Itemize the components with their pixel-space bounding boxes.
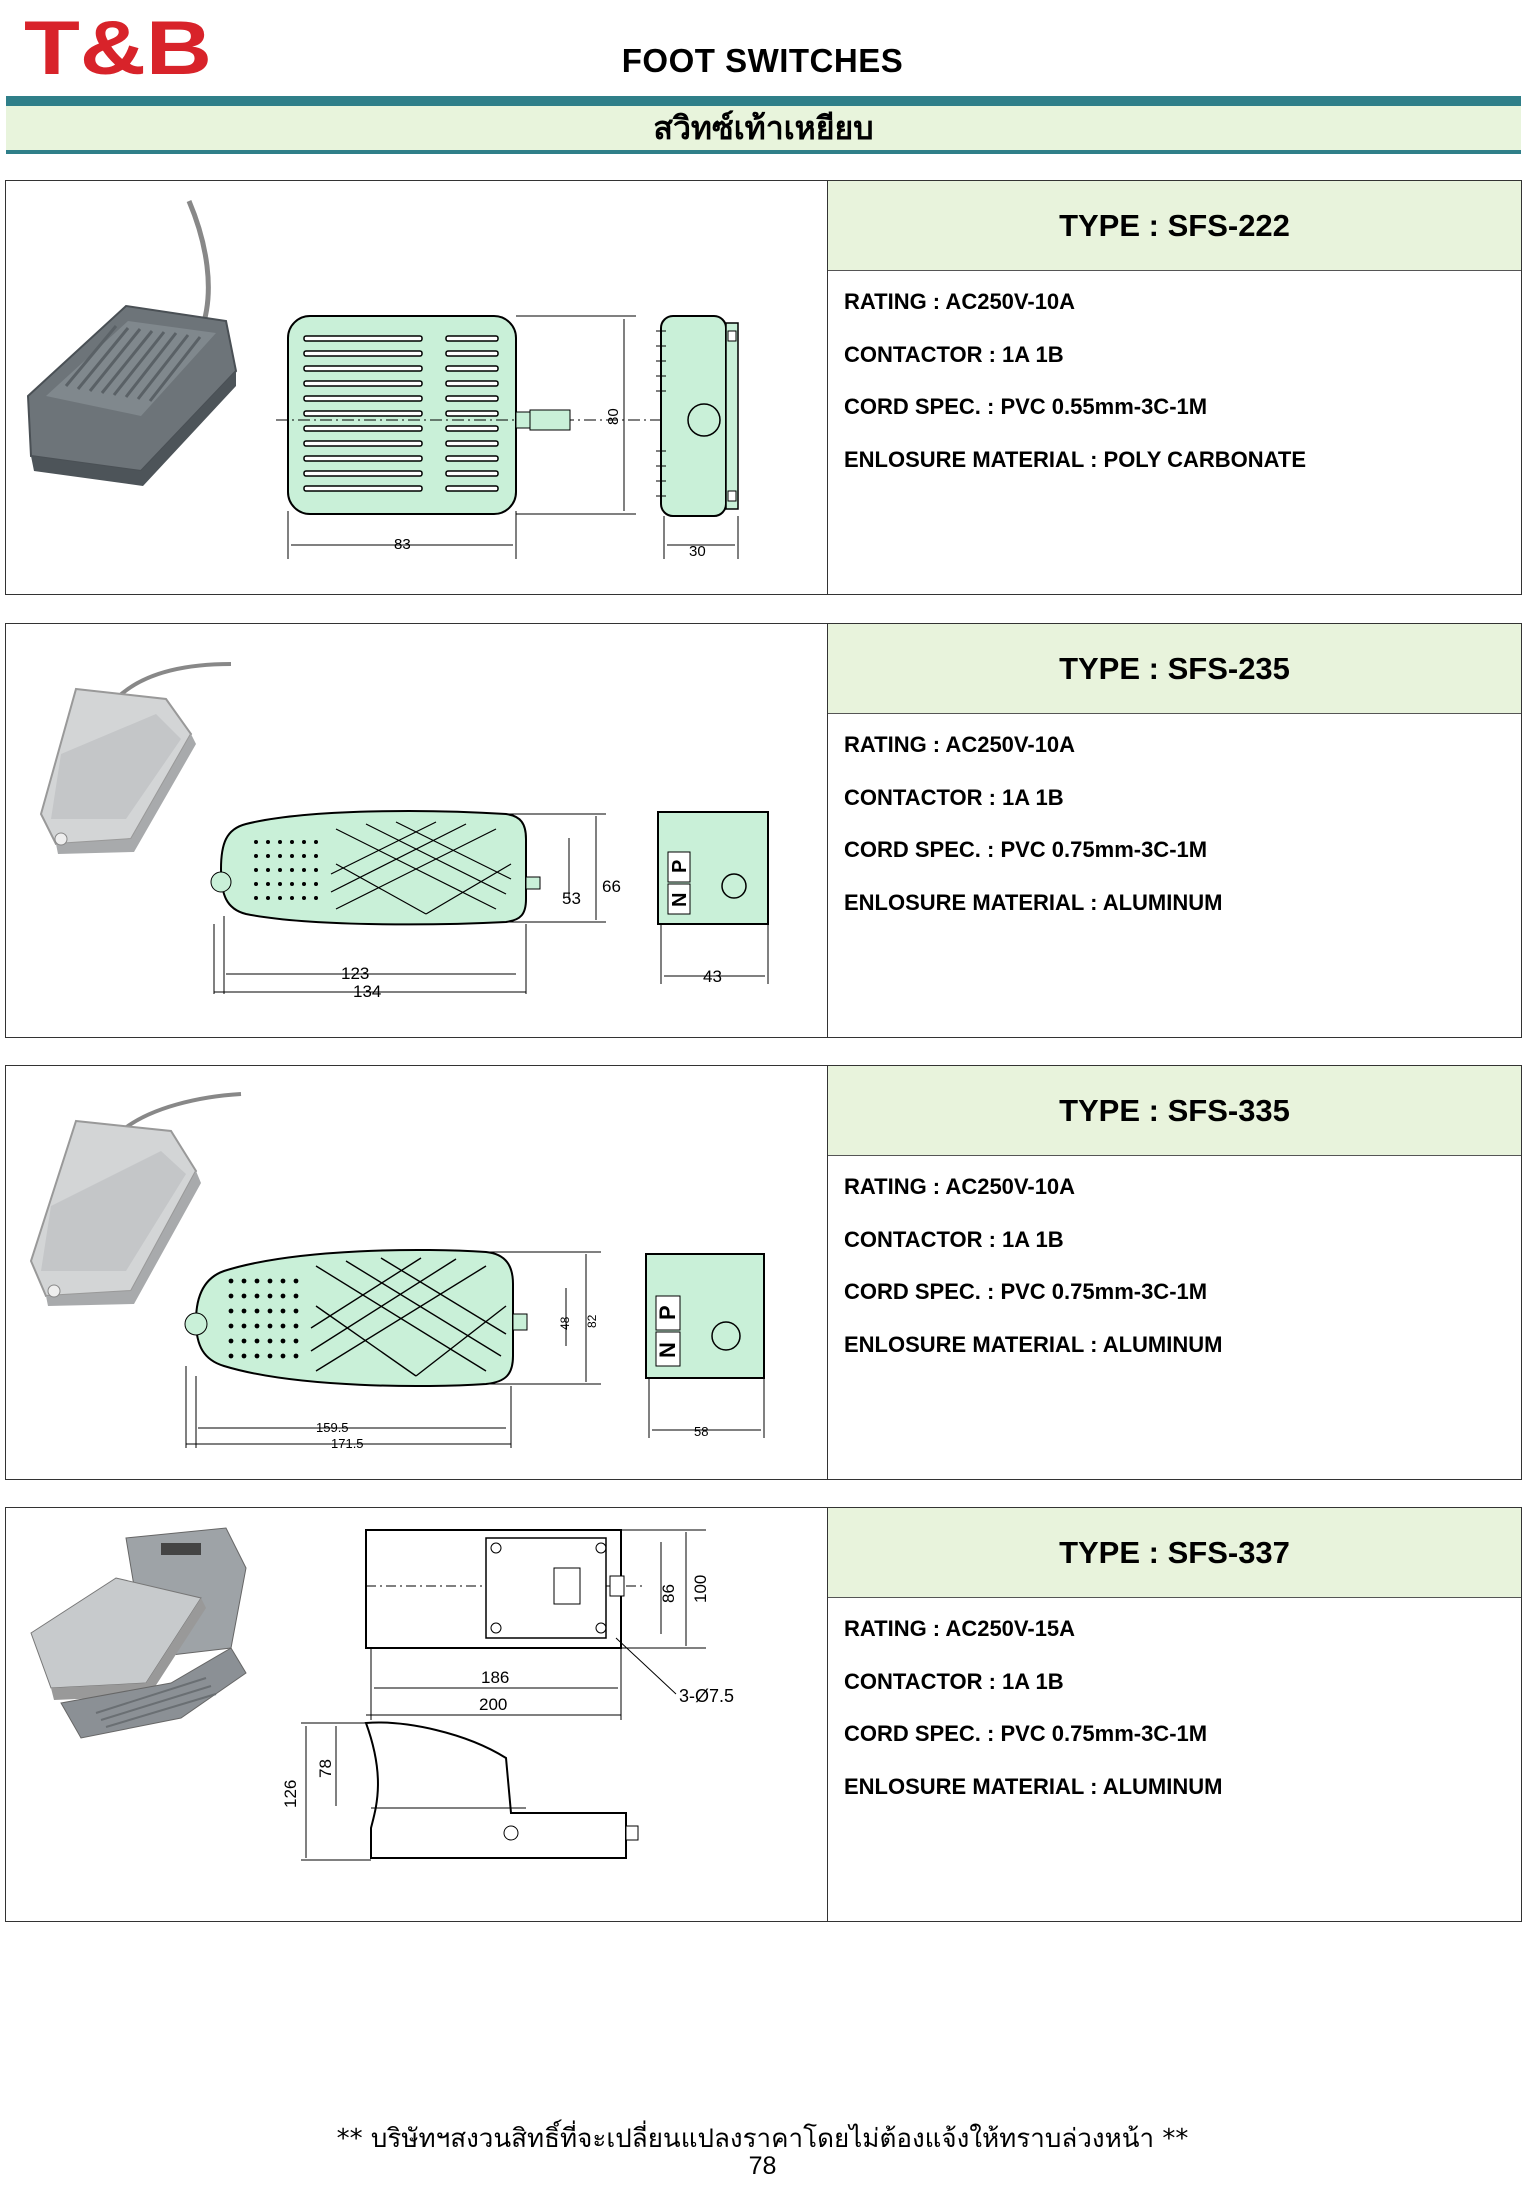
dimension-drawing-side [646,1254,764,1439]
spec-list [844,730,1222,940]
page-title: FOOT SWITCHES [621,42,904,79]
product-panel-sfs-335 [5,1065,1522,1480]
svg-text:53: 53 [562,889,581,908]
product-illustration [6,1508,828,1921]
spec-contactor: CONTACTOR : 1A 1B [844,341,1064,367]
dimension-drawing-side [281,1723,638,1860]
svg-text:86: 86 [659,1584,678,1603]
spec-cord: CORD SPEC. : PVC 0.75mm-3C-1M [844,1279,1208,1304]
spec-list [844,287,1306,497]
product-type: TYPE : SFS-235 [828,624,1521,714]
svg-text:58: 58 [694,1424,709,1439]
page-subtitle: สวิทซ์เท้าเหยียบ [6,106,1521,150]
spec-rating: RATING : AC250V-10A [844,732,1076,757]
product-panel-sfs-222 [5,180,1522,595]
product-info [828,1066,1521,1479]
spec-cord: CORD SPEC. : PVC 0.75mm-3C-1M [844,1721,1208,1746]
dimension-drawing-side [658,812,768,986]
dimension-drawing-side [656,316,738,560]
dimension-drawing-top [276,316,706,559]
svg-text:200: 200 [479,1695,508,1714]
svg-text:171.5: 171.5 [331,1436,364,1451]
svg-text:82: 82 [585,1314,599,1328]
spec-rating: RATING : AC250V-10A [844,289,1076,314]
header-divider [6,96,1521,106]
product-type: TYPE : SFS-222 [828,181,1521,271]
svg-text:100: 100 [691,1574,710,1603]
svg-text:126: 126 [281,1779,300,1808]
svg-text:66: 66 [602,877,621,896]
svg-text:P: P [669,859,691,873]
product-illustration [6,181,828,594]
svg-text:134: 134 [353,982,382,1001]
svg-text:186: 186 [481,1668,510,1687]
foot-switch-photo [28,201,236,486]
product-panel-sfs-337 [5,1507,1522,1922]
spec-cord: CORD SPEC. : PVC 0.55mm-3C-1M [844,394,1208,419]
svg-text:159.5: 159.5 [316,1420,349,1435]
product-panel-sfs-235 [5,623,1522,1038]
svg-text:P: P [655,1305,680,1320]
svg-text:3-Ø7.5: 3-Ø7.5 [679,1686,735,1706]
product-type: TYPE : SFS-335 [828,1066,1521,1156]
dimension-drawing-top [211,811,621,1001]
product-type: TYPE : SFS-337 [828,1508,1521,1598]
product-illustration [6,624,828,1037]
spec-enclosure: ENLOSURE MATERIAL : POLY CARBONATE [844,446,1307,472]
dimension-drawing-top [185,1250,601,1451]
product-info [828,181,1521,594]
svg-text:30: 30 [689,543,706,560]
spec-contactor: CONTACTOR : 1A 1B [844,1668,1064,1694]
foot-switch-photo [31,1094,241,1306]
spec-rating: RATING : AC250V-15A [844,1616,1076,1641]
svg-text:48: 48 [558,1316,572,1330]
spec-enclosure: ENLOSURE MATERIAL : ALUMINUM [844,1331,1223,1357]
spec-rating: RATING : AC250V-10A [844,1174,1076,1199]
svg-text:N: N [669,892,691,907]
spec-cord: CORD SPEC. : PVC 0.75mm-3C-1M [844,837,1208,862]
foot-switch-photo [41,664,231,854]
svg-text:N: N [655,1342,680,1358]
svg-text:123: 123 [341,964,370,983]
header-underline [6,150,1521,154]
spec-enclosure: ENLOSURE MATERIAL : ALUMINUM [844,1773,1223,1799]
product-info [828,624,1521,1037]
svg-text:80: 80 [605,408,622,425]
spec-list [844,1614,1222,1824]
page-number: 78 [748,2152,777,2180]
spec-contactor: CONTACTOR : 1A 1B [844,1226,1064,1252]
spec-contactor: CONTACTOR : 1A 1B [844,784,1064,810]
svg-text:83: 83 [394,536,411,553]
svg-text:T&B: T&B [24,10,212,82]
dimension-drawing-top [366,1530,734,1720]
product-info [828,1508,1521,1921]
spec-list [844,1172,1222,1382]
svg-text:43: 43 [703,967,722,986]
foot-switch-photo [31,1528,246,1738]
product-illustration [6,1066,828,1479]
spec-enclosure: ENLOSURE MATERIAL : ALUMINUM [844,889,1223,915]
price-disclaimer: ** บริษัทฯสงวนสิทธิ์ที่จะเปลี่ยนแปลงราคาโดยไม่ต้องแจ้งให้ทราบล่วงหน้า ** [336,2124,1189,2154]
svg-text:78: 78 [316,1759,335,1778]
